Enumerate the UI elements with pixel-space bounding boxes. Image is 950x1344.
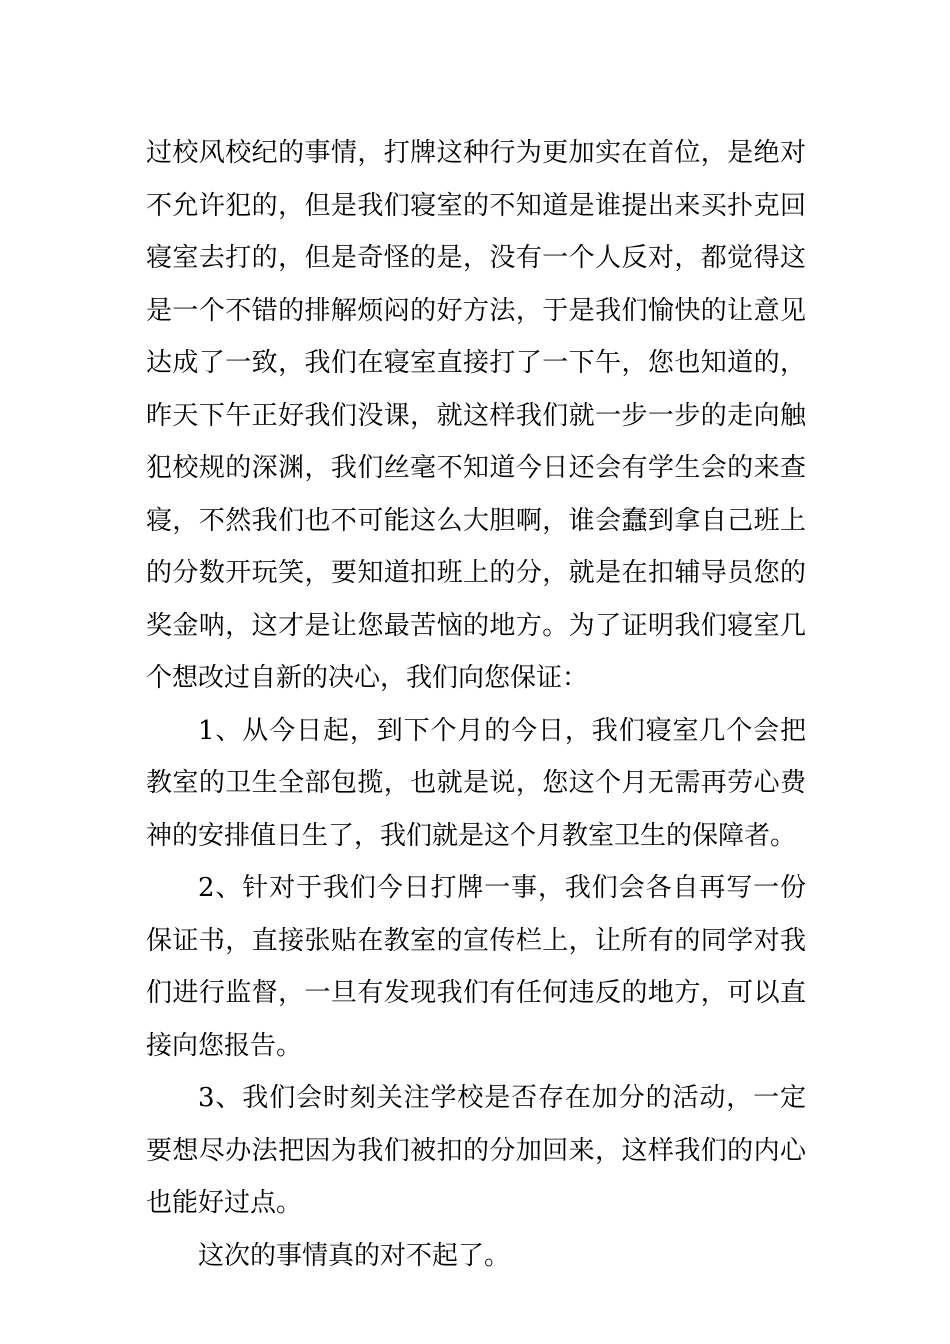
- paragraph-promise-3: 3、我们会时刻关注学校是否存在加分的活动，一定要想尽办法把因为我们被扣的分加回来，这样我们的内心也能好过点。: [146, 1083, 806, 1218]
- paragraph-continuation: 过校风校纪的事情，打牌这种行为更加实在首位，是绝对不允许犯的，但是我们寝室的不知道是谁提出来买扑克回寝室去打的，但是奇怪的是，没有一个人反对，都觉得这是一个不错的排解烦闷的好方法，于是我们愉快的让意见达成了一致，我们在寝室直接打了一下午，您也知道的，昨天下午正好我们没课，就这样我们就一步一步的走向触犯校规的深渊，我们丝毫不知道今日还会有学生会的来查寝，不然我们也不可能这么大胆啊，谁会蠢到拿自己班上的分数开玩笑，要知道扣班上的分，就是在扣辅导员您的奖金呐，这才是让您最苦恼的地方。为了证明我们寝室几个想改过自新的决心，我们向您保证：: [146, 138, 806, 693]
- paragraph-promise-2: 2、针对于我们今日打牌一事，我们会各自再写一份保证书，直接张贴在教室的宣传栏上，让所有的同学对我们进行监督，一旦有发现我们有任何违反的地方，可以直接向您报告。: [146, 873, 806, 1061]
- paragraph-apology: 这次的事情真的对不起了。: [198, 1240, 511, 1271]
- document-body: [146, 127, 806, 1282]
- paragraph-promise-1: 1、从今日起，到下个月的今日，我们寝室几个会把教室的卫生全部包揽，也就是说，您这个月无需再劳心费神的安排值日生了，我们就是这个月教室卫生的保障者。: [146, 715, 806, 851]
